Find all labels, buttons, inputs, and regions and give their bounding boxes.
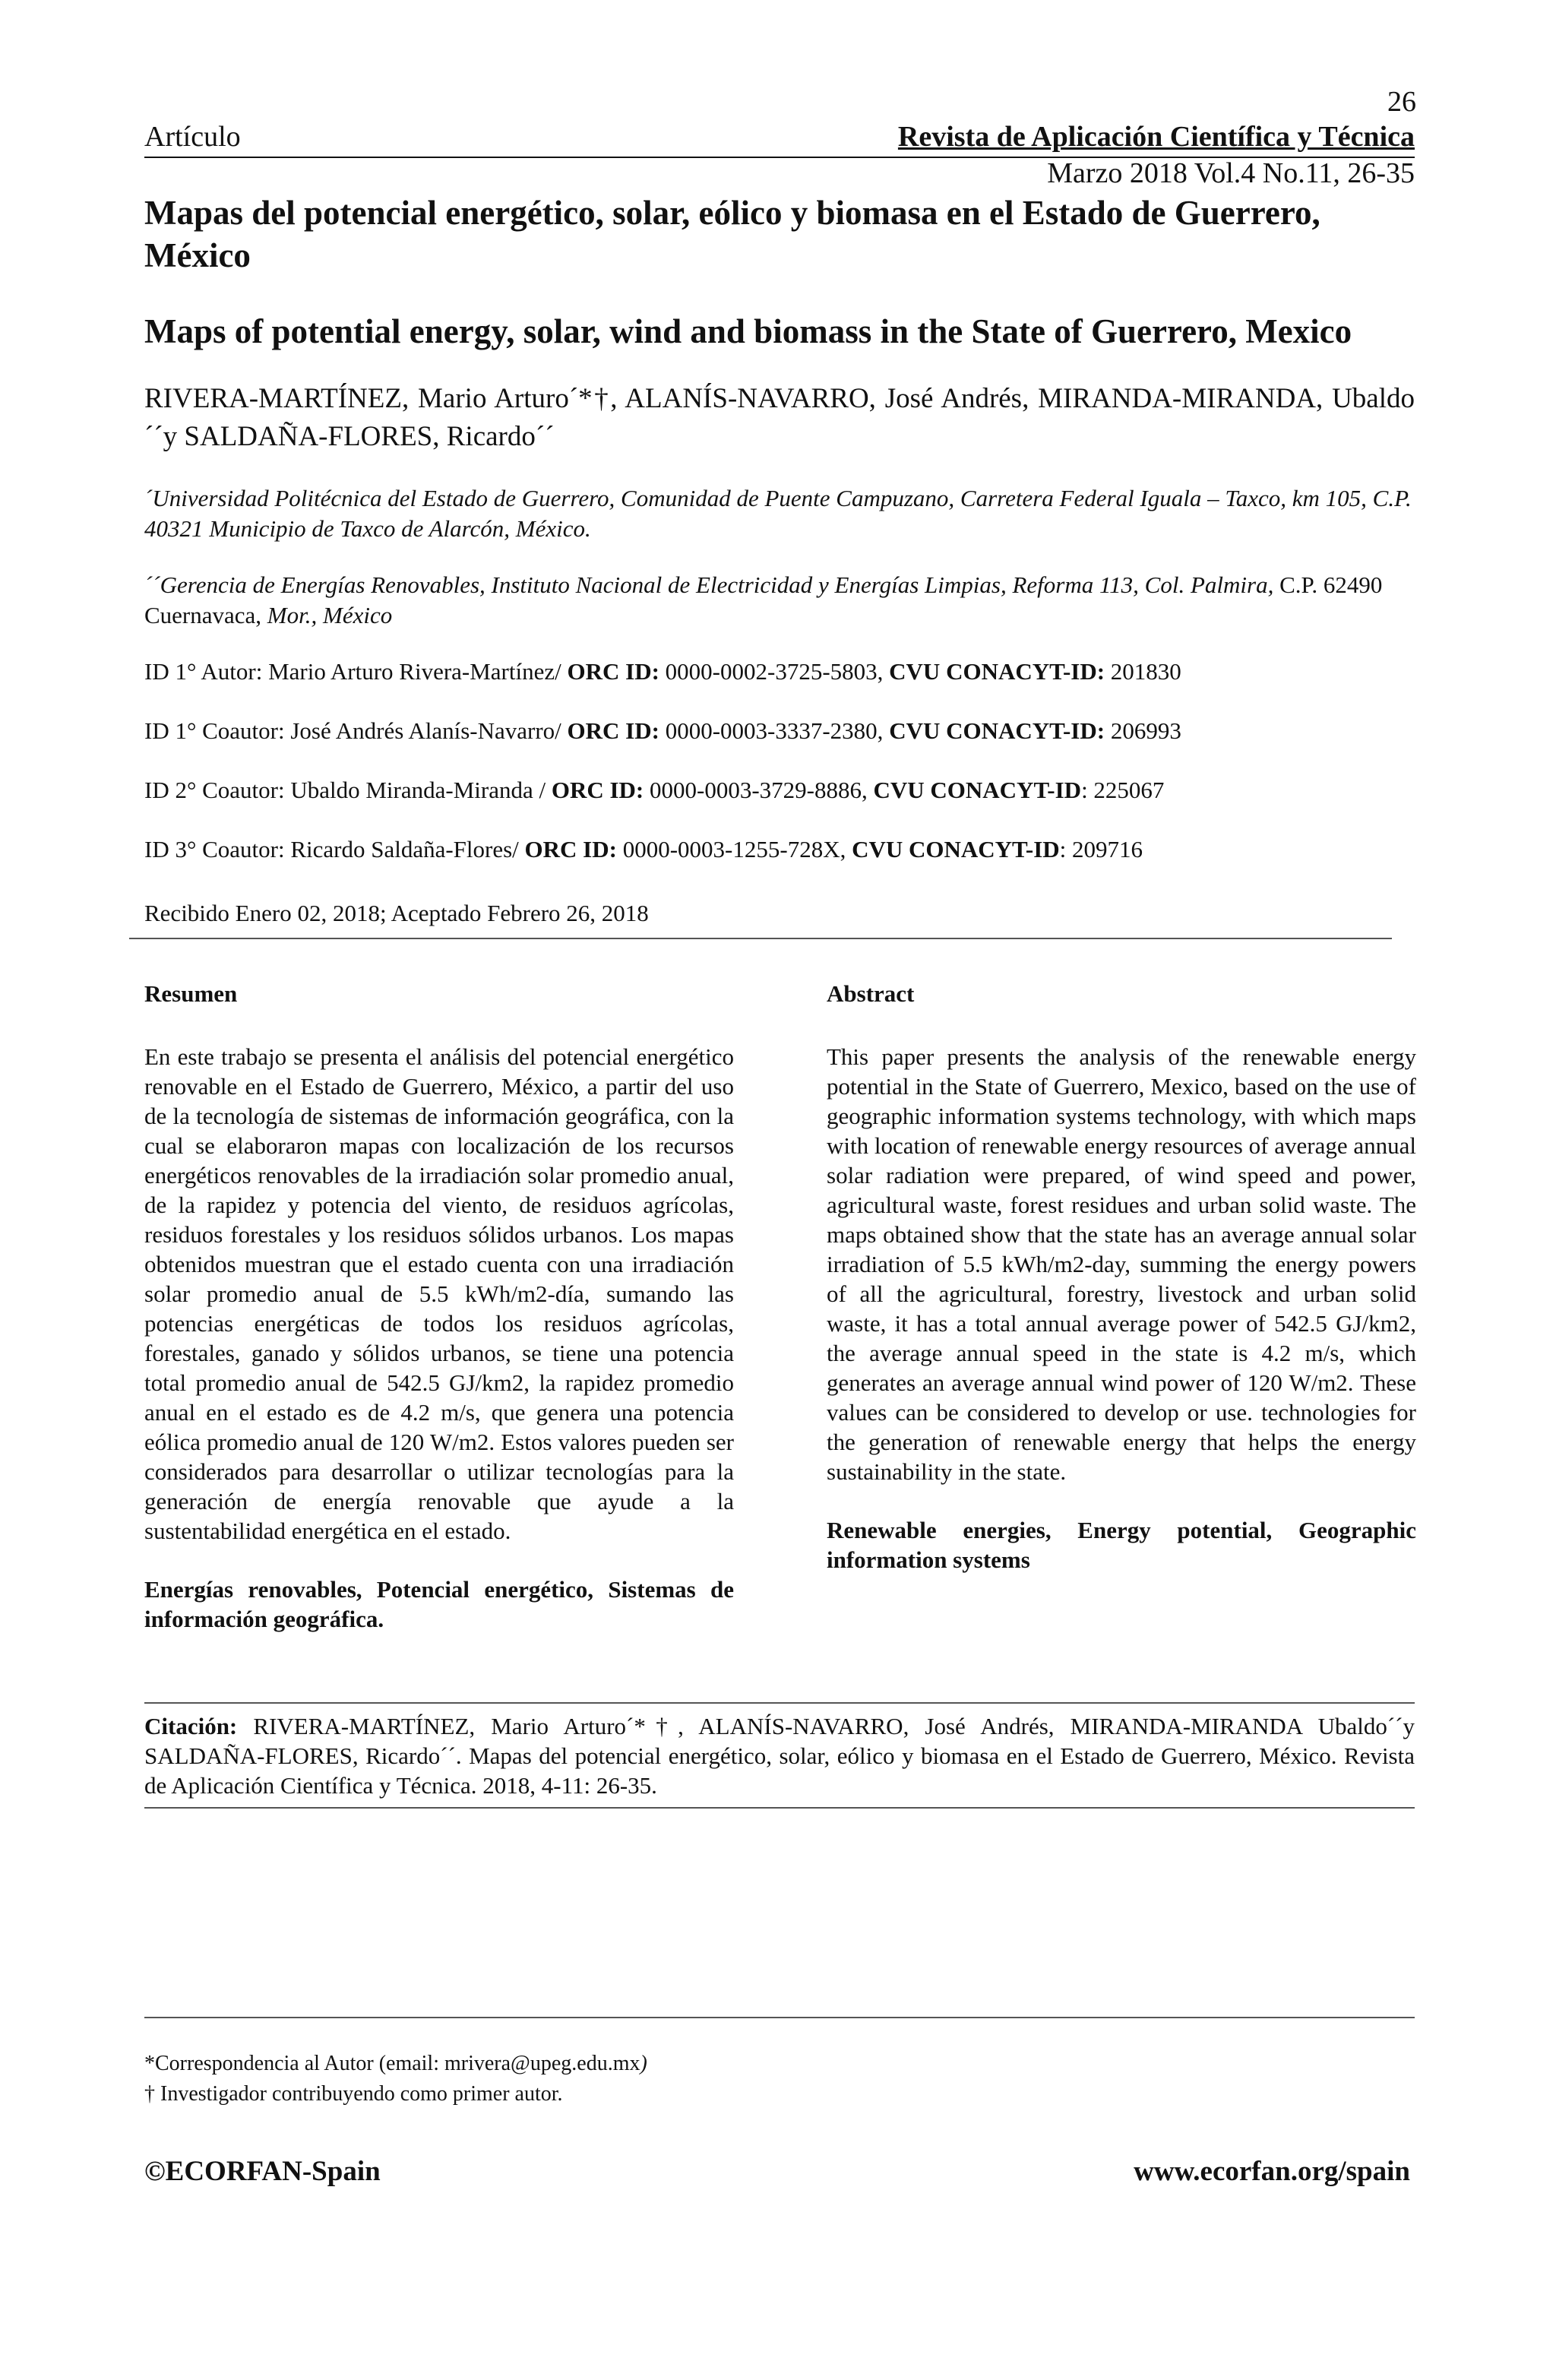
- journal-name: Revista de Aplicación Científica y Técnica: [897, 121, 1415, 153]
- affiliation-2-state: Mor., México: [261, 602, 393, 628]
- affiliation-1: ´Universidad Politécnica del Estado de Guerrero, Comunidad de Puente Campuzano, Carretera Federal Iguala – Taxco, km 105, C.P. 40321 Municipio de Taxco de Alarcón, México.: [144, 485, 1412, 542]
- footnote-first-author: † Investigador contribuyendo como primer autor.: [144, 2082, 563, 2106]
- cvu-value: : 225067: [1081, 777, 1165, 803]
- received-dates: Recibido Enero 02, 2018; Aceptado Febrero 26, 2018: [144, 900, 649, 926]
- divider: [144, 1807, 1415, 1809]
- affiliation-2-postal: C.P. 62490 Cuernavaca,: [144, 571, 1383, 628]
- orc-id-label: ORC ID:: [567, 717, 659, 744]
- orc-id-label: ORC ID:: [524, 836, 617, 862]
- author-id-line: [144, 836, 1415, 863]
- citation-label: Citación:: [144, 1713, 238, 1739]
- divider: [129, 938, 1392, 939]
- author-id-line: [144, 658, 1415, 685]
- orc-id-value: 0000-0002-3725-5803,: [659, 658, 890, 685]
- cvu-label: CVU CONACYT-ID:: [889, 717, 1105, 744]
- page-number: 26: [1387, 86, 1416, 118]
- author-id-line: [144, 717, 1415, 745]
- abstract-section: [827, 979, 1416, 1603]
- resumen-body: En este trabajo se presenta el análisis del potencial energético renovable en el Estado de Guerrero, México, a partir del uso de la tecnología de sistemas de información geográfica, con la cual se elaboraron mapas con localización de los recursos energéticos renovables de la irradiación solar promedio anual, de la rapidez y potencia del viento, de residuos agrícolas, residuos forestales y los residuos sólidos urbanos. Los mapas obtenidos muestran que el estado cuenta con una irradiación solar promedio anual de 5.5 kWh/m2-día, sumando las potencias energéticas de todos los residuos agrícolas, forestales, ganado y sólidos urbanos, se tiene una potencia total promedio anual de 542.5 GJ/km2, la rapidez promedio anual en el estado es de 4.2 m/s, que genera una potencia eólica promedio anual de 120 W/m2. Estos valores pueden ser considerados para desarrollar o utilizar tecnologías para la generación de energía renovable que ayude a la sustentabilidad energética en el estado.: [144, 1043, 734, 1544]
- section-label: Artículo: [144, 121, 241, 153]
- cvu-value: 201830: [1105, 658, 1181, 685]
- author-id-prefix: ID 3° Coautor: Ricardo Saldaña-Flores/: [144, 836, 525, 862]
- cvu-value: 206993: [1105, 717, 1181, 744]
- resumen-section: [144, 979, 734, 1663]
- author-id-prefix: ID 1° Autor: Mario Arturo Rivera-Martínez/: [144, 658, 568, 685]
- author-id-prefix: ID 1° Coautor: José Andrés Alanís-Navarro/: [144, 717, 568, 744]
- abstract-keywords: Renewable energies, Energy potential, Geographic information systems: [827, 1517, 1416, 1573]
- author-id-line: [144, 777, 1415, 804]
- abstract-heading: Abstract: [827, 980, 915, 1007]
- cvu-label: CVU CONACYT-ID: [873, 777, 1082, 803]
- author-id-prefix: ID 2° Coautor: Ubaldo Miranda-Miranda /: [144, 777, 552, 803]
- citation: [144, 1711, 1415, 1800]
- title-spanish: Mapas del potencial energético, solar, eólico y biomasa en el Estado de Guerrero, México: [144, 194, 1320, 274]
- citation-text: RIVERA-MARTÍNEZ, Mario Arturo´*†, ALANÍS-NAVARRO, José Andrés, MIRANDA-MIRANDA Ubaldo´´y SALDAÑA-FLORES, Ricardo´´. Mapas del potencial energético, solar, eólico y biomasa en el Estado de Guerrero, México. Revista de Aplicación Científica y Técnica. 2018, 4-11: 26-35.: [144, 1713, 1415, 1799]
- divider: [144, 1702, 1415, 1704]
- footnote-correspondence: [144, 2052, 647, 2076]
- cvu-value: : 209716: [1059, 836, 1143, 862]
- footnote-divider: [144, 2017, 1415, 2018]
- resumen-heading: Resumen: [144, 980, 238, 1007]
- correspondence-text: *Correspondencia al Autor (email: mrivera@upeg.edu.mx: [144, 2052, 640, 2075]
- resumen-keywords: Energías renovables, Potencial energético, Sistemas de información geográfica.: [144, 1576, 734, 1632]
- orc-id-label: ORC ID:: [567, 658, 659, 685]
- abstract-body: This paper presents the analysis of the renewable energy potential in the State of Guerrero, Mexico, based on the use of geographic information systems technology, with which maps with location of renewable energy resources of average annual solar radiation were prepared, of wind speed and power, agricultural waste, forest residues and urban solid waste. The maps obtained show that the state has an average annual solar irradiation of 5.5 kWh/m2-day, summing the energy powers of all the agricultural, forestry, livestock and urban solid waste, it has a total annual average power of 542.5 GJ/km2, the average annual speed in the state is 4.2 m/s, which generates an average annual wind power of 120 W/m2. These values can be considered to develop or use. technologies for the generation of renewable energy that helps the energy sustainability in the state.: [827, 1043, 1416, 1485]
- orc-id-value: 0000-0003-3337-2380,: [659, 717, 890, 744]
- affiliation-2: [144, 570, 1415, 631]
- running-header: [144, 122, 1415, 158]
- cvu-label: CVU CONACYT-ID:: [889, 658, 1105, 685]
- publisher: ©ECORFAN-Spain: [144, 2156, 381, 2187]
- cvu-label: CVU CONACYT-ID: [852, 836, 1060, 862]
- affiliation-2-institution: ´´Gerencia de Energías Renovables, Instituto Nacional de Electricidad y Energías Limpias, Reforma 113, Col. Palmira,: [144, 571, 1274, 598]
- title-english: Maps of potential energy, solar, wind and biomass in the State of Guerrero, Mexico: [144, 312, 1352, 350]
- orc-id-value: 0000-0003-1255-728X,: [616, 836, 852, 862]
- orc-id-value: 0000-0003-3729-8886,: [644, 777, 874, 803]
- publisher-website: www.ecorfan.org/spain: [1134, 2156, 1410, 2187]
- correspondence-close: ): [640, 2052, 647, 2075]
- orc-id-label: ORC ID:: [551, 777, 644, 803]
- issue-info: Marzo 2018 Vol.4 No.11, 26-35: [1047, 157, 1415, 189]
- author-list: RIVERA-MARTÍNEZ, Mario Arturo´*†, ALANÍS-NAVARRO, José Andrés, MIRANDA-MIRANDA, Ubaldo´´y SALDAÑA-FLORES, Ricardo´´: [144, 383, 1415, 452]
